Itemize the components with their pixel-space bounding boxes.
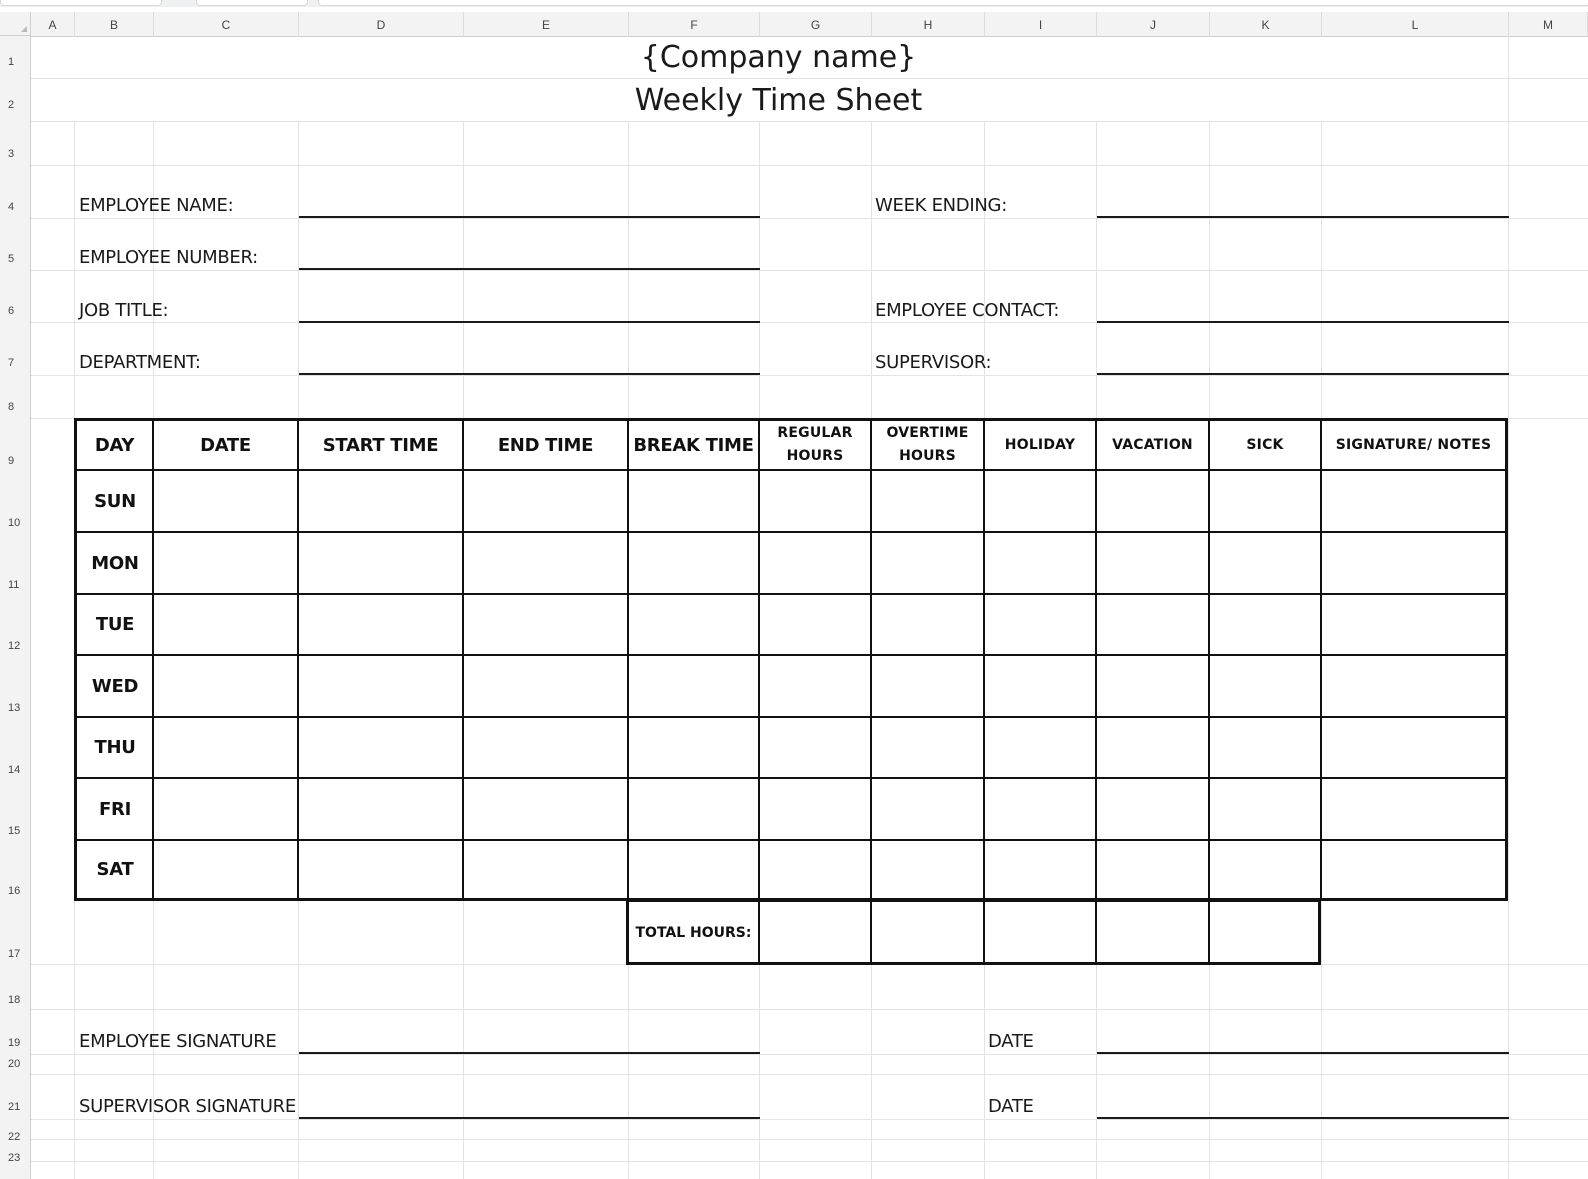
row-header[interactable]: 16 (8, 885, 21, 897)
sheet-tab-stub[interactable] (196, 0, 308, 6)
column-header-c[interactable]: C (154, 12, 299, 36)
employee-signature-line[interactable] (299, 1052, 760, 1054)
header-break-time: BREAK TIME (633, 434, 754, 456)
supervisor-line[interactable] (1097, 373, 1509, 375)
department-line[interactable] (299, 373, 760, 375)
sheet-title: Weekly Time Sheet (634, 83, 923, 118)
header-start-time: START TIME (322, 434, 439, 456)
supervisor-label: SUPERVISOR: (875, 352, 992, 373)
row-header[interactable]: 18 (8, 994, 21, 1006)
header-day: DAY (94, 434, 135, 456)
employee-signature-date-line[interactable] (1097, 1052, 1509, 1054)
row-header[interactable]: 6 (8, 305, 15, 317)
row-header[interactable]: 8 (8, 401, 15, 413)
employee-signature-label: EMPLOYEE SIGNATURE (79, 1031, 277, 1052)
header-overtime-hours (872, 421, 983, 469)
employee-contact-label: EMPLOYEE CONTACT: (875, 300, 1060, 321)
column-header-g[interactable]: G (760, 12, 872, 36)
header-regular-hours-line1: REGULAR (777, 425, 853, 441)
row-header[interactable]: 9 (8, 455, 15, 467)
row-header[interactable]: 11 (8, 579, 20, 591)
supervisor-signature-label: SUPERVISOR SIGNATURE (79, 1096, 296, 1117)
supervisor-signature-line[interactable] (299, 1117, 760, 1119)
column-header-f[interactable]: F (629, 12, 760, 36)
formula-bar-stub[interactable] (318, 0, 1588, 6)
column-header-l[interactable]: L (1322, 12, 1509, 36)
row-header[interactable]: 3 (8, 148, 15, 160)
department-label: DEPARTMENT: (79, 352, 201, 373)
column-header-k[interactable]: K (1210, 12, 1322, 36)
row-header[interactable]: 7 (8, 357, 15, 369)
header-sick: SICK (1246, 436, 1284, 453)
job-title-line[interactable] (299, 321, 760, 323)
header-regular-hours-line2: HOURS (786, 448, 844, 464)
header-signature-notes: SIGNATURE/ NOTES (1335, 436, 1492, 453)
day-label-sun: SUN (94, 490, 136, 512)
header-regular-hours (760, 421, 870, 469)
row-header-bar (0, 36, 31, 1179)
row-header[interactable]: 5 (8, 253, 15, 265)
employee-signature-date-label: DATE (988, 1031, 1034, 1052)
employee-number-line[interactable] (299, 268, 760, 270)
week-ending-line[interactable] (1097, 216, 1509, 218)
row-header[interactable]: 17 (8, 948, 21, 960)
row-header[interactable]: 12 (8, 640, 21, 652)
select-all-corner[interactable] (0, 12, 31, 36)
row-header[interactable]: 14 (8, 764, 21, 776)
row-header[interactable]: 21 (8, 1101, 21, 1113)
day-label-tue: TUE (95, 614, 135, 635)
column-header-a[interactable]: A (31, 12, 75, 36)
column-header-j[interactable]: J (1097, 12, 1210, 36)
row-header[interactable]: 4 (8, 201, 15, 213)
row-header[interactable]: 15 (8, 825, 21, 837)
row-header[interactable]: 19 (8, 1037, 21, 1049)
header-end-time: END TIME (497, 434, 594, 456)
employee-name-label: EMPLOYEE NAME: (79, 195, 234, 216)
window-top-strip (0, 0, 1588, 7)
header-holiday: HOLIDAY (1004, 436, 1076, 453)
job-title-label: JOB TITLE: (79, 300, 169, 321)
total-hours-label: TOTAL HOURS: (635, 925, 752, 941)
sheet-tab-stub[interactable] (0, 0, 162, 6)
header-date: DATE (200, 434, 251, 456)
row-header[interactable]: 22 (8, 1131, 21, 1143)
row-header[interactable]: 20 (8, 1058, 21, 1070)
column-header-e[interactable]: E (464, 12, 629, 36)
day-label-wed: WED (91, 675, 139, 697)
column-header-m[interactable]: M (1509, 12, 1588, 36)
row-header[interactable]: 1 (8, 56, 15, 68)
employee-name-line[interactable] (299, 216, 760, 218)
column-header-d[interactable]: D (299, 12, 464, 36)
header-overtime-hours-line2: HOURS (899, 448, 956, 464)
header-vacation: VACATION (1112, 436, 1193, 453)
supervisor-signature-date-label: DATE (988, 1096, 1034, 1117)
supervisor-signature-date-line[interactable] (1097, 1117, 1509, 1119)
employee-number-label: EMPLOYEE NUMBER: (79, 247, 258, 268)
row-header[interactable]: 10 (8, 517, 21, 529)
row-header[interactable]: 23 (8, 1152, 21, 1164)
day-label-mon: MON (91, 552, 139, 574)
column-header-h[interactable]: H (872, 12, 985, 36)
employee-contact-line[interactable] (1097, 321, 1509, 323)
day-label-thu: THU (94, 737, 136, 758)
company-name: {Company name} (640, 40, 917, 75)
row-header[interactable]: 13 (8, 702, 21, 714)
column-header-i[interactable]: I (985, 12, 1097, 36)
column-header-b[interactable]: B (75, 12, 154, 36)
header-overtime-hours-line1: OVERTIME (886, 425, 969, 441)
column-header-bar (0, 12, 1588, 37)
day-label-sat: SAT (96, 859, 134, 880)
timesheet-table (74, 418, 1508, 901)
day-label-fri: FRI (99, 798, 131, 820)
row-header[interactable]: 2 (8, 99, 15, 111)
week-ending-label: WEEK ENDING: (875, 195, 1007, 216)
